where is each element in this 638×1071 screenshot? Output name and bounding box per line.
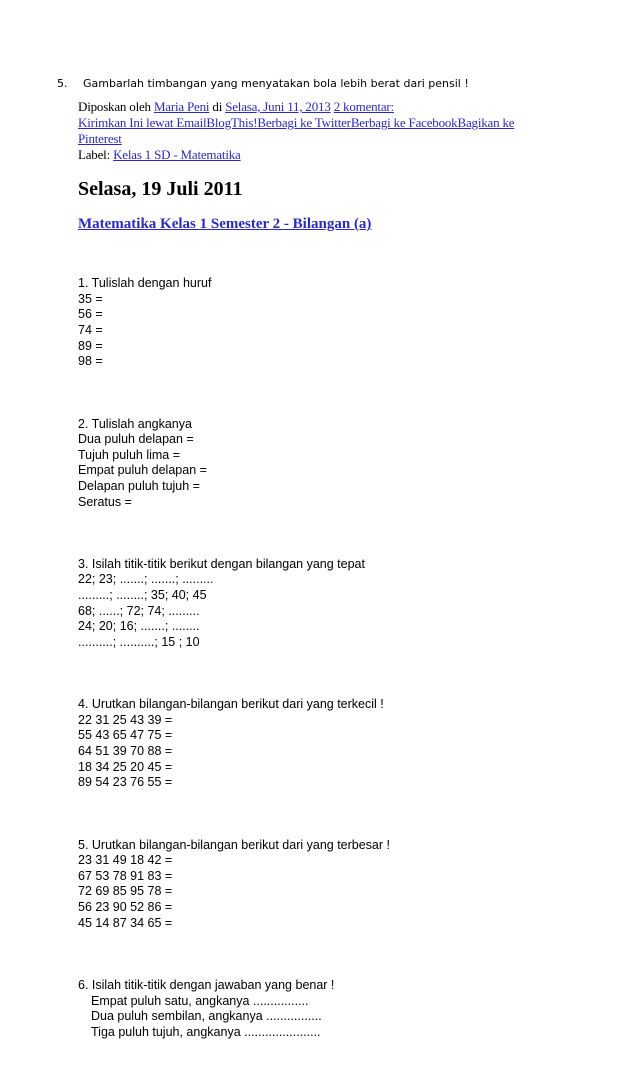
exercise-line: 98 = (78, 354, 103, 369)
exercise-line: ..........; ..........; 15 ; 10 (78, 634, 200, 649)
share-twitter-link[interactable]: Berbagi ke Twitter (257, 115, 351, 130)
date-header: Selasa, 19 Juli 2011 (78, 178, 243, 200)
question-5-text: Gambarlah timbangan yang menyatakan bola lebih berat dari pensil ! (83, 77, 469, 90)
exercise-line: 74 = (78, 322, 103, 337)
share-links (78, 115, 548, 147)
label-link[interactable]: Kelas 1 SD - Matematika (113, 147, 241, 162)
exercise-title: 1. Tulislah dengan huruf (78, 276, 212, 291)
exercise-line: Empat puluh satu, angkanya ................ (91, 993, 309, 1008)
posted-by-label: Diposkan oleh (78, 99, 151, 114)
post-labels (78, 147, 548, 163)
exercise-line: 23 31 49 18 42 = (78, 853, 173, 868)
exercise-line: Seratus = (78, 494, 132, 509)
exercise-line: 22 31 25 43 39 = (78, 712, 173, 727)
exercise-title: 3. Isilah titik-titik berikut dengan bilangan yang tepat (78, 556, 365, 571)
post-meta-line (78, 99, 548, 115)
question-5-number: 5. (57, 77, 68, 90)
exercise-6 (78, 978, 390, 1040)
exercise-line: 89 = (78, 338, 103, 353)
author-link[interactable]: Maria Peni (153, 99, 210, 114)
exercise-2 (78, 417, 390, 511)
exercise-line: Dua puluh sembilan, angkanya ................ (91, 1009, 322, 1024)
exercise-line: 22; 23; .......; .......; ......... (78, 572, 214, 587)
exercise-line: Tiga puluh tujuh, angkanya ...................... (91, 1024, 321, 1039)
exercise-line: 45 14 87 34 65 = (78, 915, 173, 930)
exercise-title: 2. Tulislah angkanya (78, 416, 192, 431)
exercise-line: 55 43 65 47 75 = (78, 728, 173, 743)
exercise-4 (78, 697, 390, 791)
exercise-5 (78, 838, 390, 932)
post-date-link[interactable]: Selasa, Juni 11, 2013 (225, 99, 331, 114)
posted-at-label: di (212, 99, 223, 114)
exercise-line: .........; ........; 35; 40; 45 (78, 588, 207, 603)
exercise-1 (78, 276, 390, 370)
exercise-title: 5. Urutkan bilangan-bilangan berikut dari yang terbesar ! (78, 837, 390, 852)
label-prefix: Label: (78, 147, 111, 162)
exercise-3 (78, 557, 390, 651)
exercise-line: Tujuh puluh lima = (78, 447, 181, 462)
share-blogthis-link[interactable]: BlogThis! (206, 115, 258, 130)
share-email-link[interactable]: Kirimkan Ini lewat Email (78, 115, 207, 130)
exercise-line: 68; ......; 72; 74; ......... (78, 603, 200, 618)
exercise-line: 89 54 23 76 55 = (78, 775, 173, 790)
share-pinterest-link[interactable]: Bagikan ke Pinterest (78, 115, 515, 146)
post-footer (78, 99, 548, 163)
exercise-line: Dua puluh delapan = (78, 432, 194, 447)
exercise-line: 56 = (78, 307, 103, 322)
share-facebook-link[interactable]: Berbagi ke Facebook (350, 115, 458, 130)
exercise-line: 18 34 25 20 45 = (78, 759, 173, 774)
exercise-line: 35 = (78, 291, 103, 306)
exercise-line: 64 51 39 70 88 = (78, 744, 173, 758)
exercise-title: 6. Isilah titik-titik dengan jawaban yang benar ! (78, 977, 335, 992)
question-5 (57, 77, 469, 90)
exercise-line: 56 23 90 52 86 = (78, 899, 173, 914)
exercise-line: 72 69 85 95 78 = (78, 884, 173, 899)
exercise-line: Delapan puluh tujuh = (78, 478, 200, 493)
exercise-line: 67 53 78 91 83 = (78, 868, 173, 883)
exercise-title: 4. Urutkan bilangan-bilangan berikut dari yang terkecil ! (78, 697, 384, 712)
comments-link[interactable]: 2 komentar: (333, 99, 394, 114)
exercise-line: 24; 20; 16; .......; ........ (78, 619, 200, 634)
post-body (78, 245, 390, 1071)
exercise-line: Empat puluh delapan = (78, 463, 207, 478)
post-title-link[interactable]: Matematika Kelas 1 Semester 2 - Bilangan (a) (78, 216, 372, 232)
